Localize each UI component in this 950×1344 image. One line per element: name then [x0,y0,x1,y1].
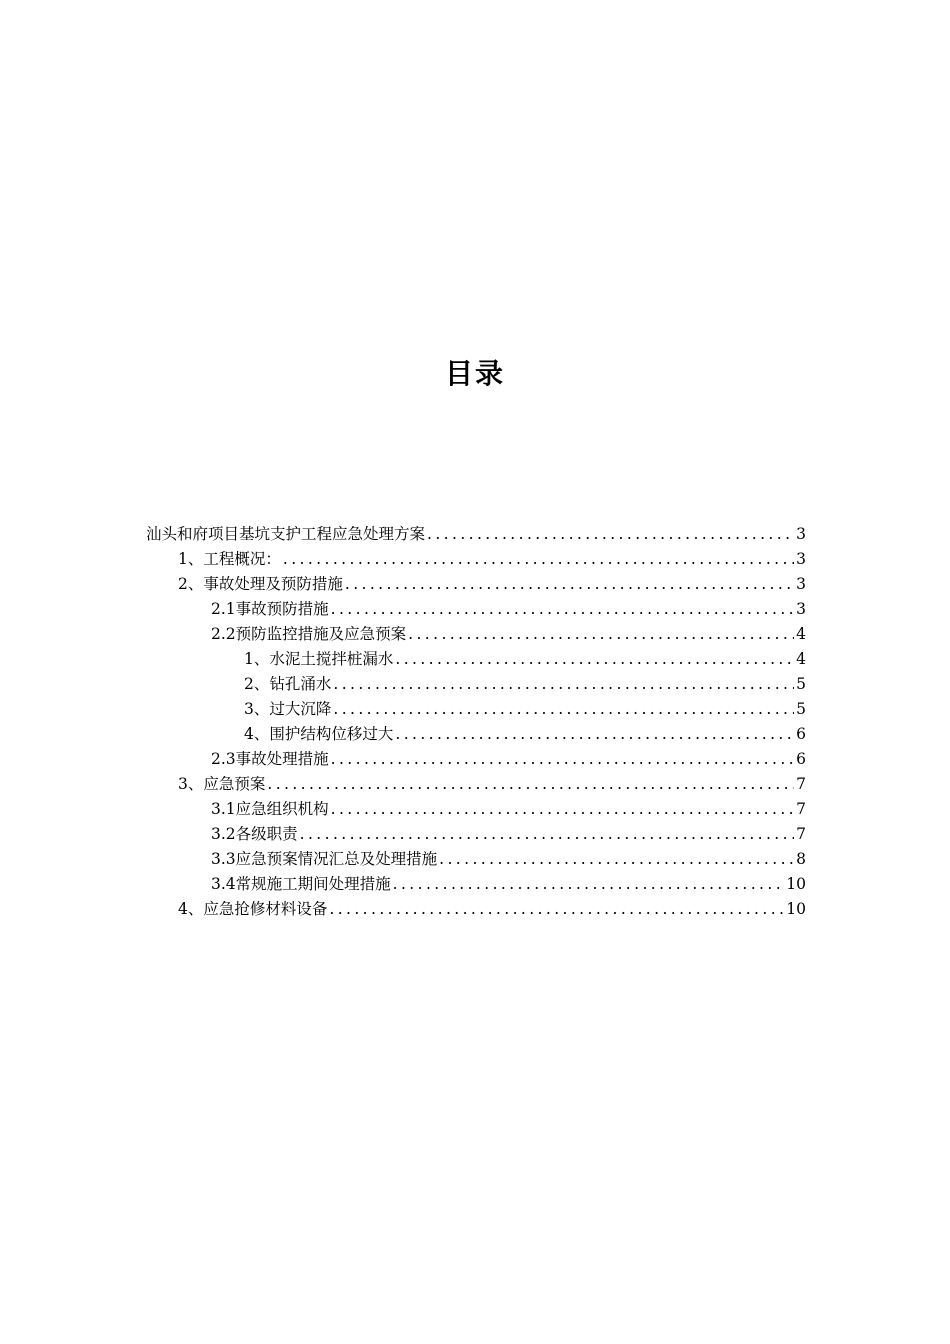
toc-entry-page: 3 [796,550,806,568]
toc-leader-dots [437,847,794,871]
toc-title: 目录 [444,357,505,390]
toc-entry[interactable] [211,872,806,896]
toc-entry-page: 3 [796,525,806,543]
toc-leader-dots [327,897,784,921]
toc-entry[interactable] [211,622,806,646]
toc-leader-dots [393,647,794,671]
toc-entry-page: 3 [796,600,806,618]
toc-entry-page: 6 [796,725,806,743]
toc-leader-dots [329,747,794,771]
toc-entry[interactable] [211,797,806,821]
toc-entry-page: 7 [796,800,806,818]
toc-leader-dots [393,722,794,746]
toc-entry-text: 4、围护结构位移过大 [244,725,394,743]
toc-entry[interactable] [178,547,806,571]
toc-leader-dots [329,797,794,821]
toc-entry[interactable] [211,597,806,621]
toc-leader-dots [406,622,794,646]
toc-entry-page: 5 [796,675,806,693]
toc-entry-page: 8 [796,850,806,868]
toc-entry[interactable] [178,897,806,921]
toc-entry-page: 7 [796,775,806,793]
toc-entry-page: 7 [796,825,806,843]
toc-leader-dots [331,697,794,721]
toc-leader-dots [298,822,794,846]
toc-entry[interactable] [211,822,806,846]
toc-leader-dots [391,872,785,896]
toc-leader-dots [281,547,794,571]
toc-entry-text: 4、应急抢修材料设备 [178,900,328,918]
toc-leader-dots [329,597,794,621]
toc-entry[interactable] [244,722,806,746]
toc-leader-dots [331,672,794,696]
toc-entry-page: 4 [796,625,806,643]
toc-entry-page: 3 [796,575,806,593]
toc-entry-text: 1、工程概况： [178,550,281,568]
toc-entry-page: 10 [786,900,806,918]
toc-entry-text: 3.4常规施工期间处理措施 [211,875,391,893]
toc-entry-text: 3.3应急预案情况汇总及处理措施 [211,850,438,868]
toc-entry-page: 10 [786,875,806,893]
toc-entry[interactable] [244,647,806,671]
toc-entry-text: 2、事故处理及预防措施 [178,575,343,593]
toc-entry-text: 3.2各级职责 [211,825,298,843]
toc-entry-text: 2.1事故预防措施 [211,600,329,618]
toc-entry-page: 5 [796,700,806,718]
toc-entry-page: 4 [796,650,806,668]
toc-entry[interactable] [211,847,806,871]
toc-entry-text: 3、应急预案 [178,775,266,793]
toc-entry-text: 2.3事故处理措施 [211,750,329,768]
toc-entry[interactable] [211,747,806,771]
toc-entry-text: 3、过大沉降 [244,700,332,718]
toc-leader-dots [265,772,794,796]
toc-entry[interactable] [178,572,806,596]
toc-entry-text: 3.1应急组织机构 [211,800,329,818]
toc-entry-text: 2、钻孔涌水 [244,675,332,693]
toc-entry[interactable] [146,522,806,546]
toc-leader-dots [343,572,794,596]
toc-entry[interactable] [244,672,806,696]
toc-entry-text: 1、水泥土搅拌桩漏水 [244,650,394,668]
toc-entry[interactable] [244,697,806,721]
toc-entry[interactable] [178,772,806,796]
toc-entry-text: 2.2预防监控措施及应急预案 [211,625,407,643]
toc-leader-dots [425,522,794,546]
toc-entry-page: 6 [796,750,806,768]
toc-entry-text: 汕头和府项目基坑支护工程应急处理方案 [146,525,426,543]
